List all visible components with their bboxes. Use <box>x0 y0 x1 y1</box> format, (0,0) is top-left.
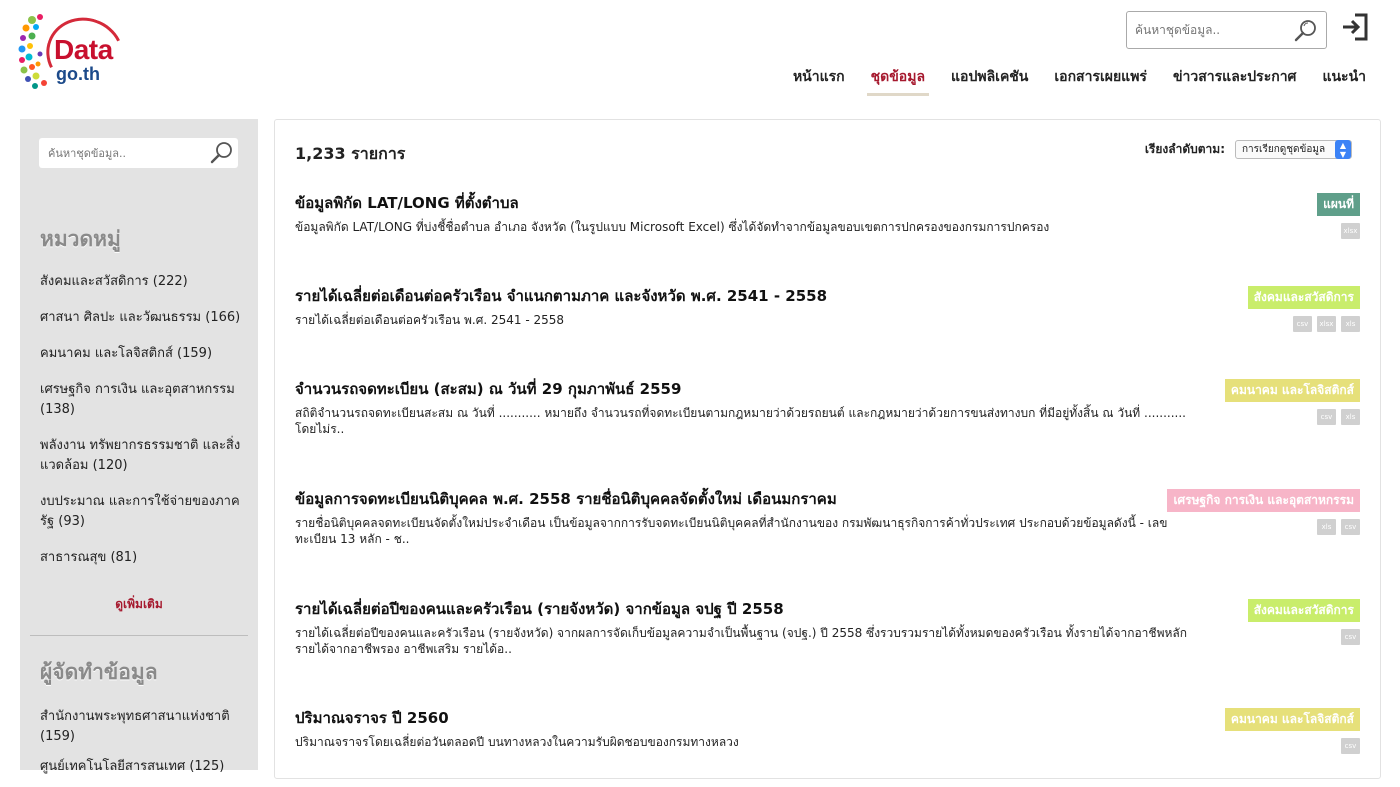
dataset-title[interactable]: จำนวนรถจดทะเบียน (สะสม) ณ วันที่ 29 กุมภาพันธ์ 2559 <box>295 380 682 398</box>
categories-heading: หมวดหมู่ <box>40 227 121 251</box>
dataset-item <box>295 379 1362 437</box>
sort-control <box>1145 140 1352 159</box>
dataset-item <box>295 286 1362 328</box>
nav-publications[interactable]: เอกสารเผยแพร่ <box>1054 69 1147 85</box>
category-tag[interactable]: เศรษฐกิจ การเงิน และอุตสาหกรรม <box>1167 489 1360 512</box>
logo-main-text: Data <box>54 34 113 65</box>
nav-news[interactable]: ข่าวสารและประกาศ <box>1172 69 1297 85</box>
dataset-description: รายชื่อนิติบุคคลจดทะเบียนจัดตั้งใหม่ประจำเดือน เป็นข้อมูลจากการรับจดทะเบียนนิติบุคคลที่สำนักงานของ กรมพัฒนาธุรกิจการค้าทั่วประเทศ ประกอบด้วยข้อมูลดังนี้ - เลขทะเบียน 13 หลัก - ช.. <box>295 516 1168 546</box>
login-icon[interactable] <box>1340 12 1370 42</box>
nav-datasets[interactable]: ชุดข้อมูล <box>867 64 929 96</box>
dataset-title[interactable]: ข้อมูลพิกัด LAT/LONG ที่ตั้งตำบล <box>295 194 519 212</box>
category-item[interactable]: พลังงาน ทรัพยากรธรรมชาติ และสิ่งแวดล้อม (120) <box>40 438 241 473</box>
category-item[interactable]: งบประมาณ และการใช้จ่ายของภาครัฐ (93) <box>40 494 240 529</box>
select-arrows-icon: ▲ ▼ <box>1335 140 1351 159</box>
nav-home[interactable]: หน้าแรก <box>792 69 845 85</box>
header-search-input[interactable] <box>1135 20 1285 40</box>
dataset-item <box>295 193 1362 235</box>
dataset-results <box>274 119 1381 779</box>
category-tag[interactable]: สังคมและสวัสดิการ <box>1248 286 1360 309</box>
result-count: 1,233 รายการ <box>295 144 406 163</box>
format-badge-xls[interactable]: xls <box>1317 519 1336 535</box>
format-badges <box>1341 738 1360 754</box>
category-list <box>40 272 245 584</box>
category-tag[interactable]: คมนาคม และโลจิสติกส์ <box>1225 379 1360 402</box>
category-item[interactable]: ศาสนา ศิลปะ และวัฒนธรรม (166) <box>40 310 241 325</box>
category-tag[interactable]: สังคมและสวัสดิการ <box>1248 599 1360 622</box>
site-header <box>0 0 1400 110</box>
format-badge-xlsx[interactable]: xlsx <box>1341 223 1360 239</box>
dataset-description: รายได้เฉลี่ยต่อเดือนต่อครัวเรือน พ.ศ. 2541 - 2558 <box>295 313 564 327</box>
nav-applications[interactable]: แอปพลิเคชัน <box>951 69 1029 85</box>
dataset-description: ข้อมูลพิกัด LAT/LONG ที่บ่งชี้ชื่อตำบล อำเภอ จังหวัด (ในรูปแบบ Microsoft Excel) ซึ่งได้จัดทำจากข้อมูลขอบเขตการปกครองของกรมการปกครอง <box>295 220 1050 234</box>
category-item[interactable]: เศรษฐกิจ การเงิน และอุตสาหกรรม (138) <box>40 382 235 417</box>
publisher-list <box>40 707 245 787</box>
format-badge-csv[interactable]: csv <box>1341 738 1360 754</box>
sort-select[interactable] <box>1235 140 1352 159</box>
dataset-description: สถิติจำนวนรถจดทะเบียนสะสม ณ วันที่ ........... หมายถึง จำนวนรถที่จดทะเบียนตามกฎหมายว่าด้วยรถยนต์ และกฎหมายว่าด้วยการขนส่งทางบก ที่มีอยู่ทั้งสิ้น ณ วันที่ ........... โดยไม่ร.. <box>295 406 1186 436</box>
dataset-item <box>295 599 1362 657</box>
publisher-item[interactable]: สำนักงานพระพุทธศาสนาแห่งชาติ (159) <box>40 709 230 744</box>
search-icon[interactable] <box>1294 19 1318 43</box>
format-badge-csv[interactable]: csv <box>1341 519 1360 535</box>
format-badge-csv[interactable]: csv <box>1293 316 1312 332</box>
filter-sidebar <box>20 119 258 774</box>
search-icon[interactable] <box>210 141 234 165</box>
sidebar-search-box[interactable] <box>39 138 238 168</box>
dataset-title[interactable]: รายได้เฉลี่ยต่อปีของคนและครัวเรือน (รายจังหวัด) จากข้อมูล จปฐ ปี 2558 <box>295 600 784 618</box>
sort-label: เรียงลำดับตาม: <box>1144 142 1225 156</box>
format-badges <box>1317 409 1360 425</box>
format-badges <box>1293 316 1360 332</box>
format-badge-xlsx[interactable]: xlsx <box>1317 316 1336 332</box>
nav-about[interactable]: แนะนำ <box>1322 69 1366 85</box>
category-tag[interactable]: แผนที่ <box>1317 193 1360 216</box>
dataset-description: รายได้เฉลี่ยต่อปีของคนและครัวเรือน (รายจังหวัด) จากผลการจัดเก็บข้อมูลความจำเป็นพื้นฐาน (จปฐ.) ปี 2558 ซึ่งรวบรวมรายได้ทั้งหมดของครัวเรือน ทั้งรายได้จากอาชีพหลัก รายได้จากอาชีพรอง อาชีพเสริม รายได้อ.. <box>295 626 1188 656</box>
category-item[interactable]: คมนาคม และโลจิสติกส์ (159) <box>40 346 213 361</box>
publishers-heading: ผู้จัดทำข้อมูล <box>40 660 158 684</box>
header-search-box[interactable] <box>1126 11 1327 49</box>
dataset-title[interactable]: ปริมาณจราจร ปี 2560 <box>295 709 449 727</box>
logo-sub-text: go.th <box>56 64 100 84</box>
publisher-item[interactable]: ศูนย์เทคโนโลยีสารสนเทศ (125) <box>40 759 225 774</box>
category-item[interactable]: สังคมและสวัสดิการ (222) <box>40 274 188 289</box>
format-badge-csv[interactable]: csv <box>1317 409 1336 425</box>
sort-select-value: การเรียกดูชุดข้อมูล <box>1242 144 1326 155</box>
dataset-title[interactable]: รายได้เฉลี่ยต่อเดือนต่อครัวเรือน จำแนกตามภาค และจังหวัด พ.ศ. 2541 - 2558 <box>295 287 828 305</box>
format-badge-csv[interactable]: csv <box>1341 629 1360 645</box>
category-item[interactable]: สาธารณสุข (81) <box>40 550 138 565</box>
format-badges <box>1341 629 1360 645</box>
format-badges <box>1341 223 1360 239</box>
dataset-item <box>295 489 1362 547</box>
main-nav <box>771 64 1370 96</box>
category-tag[interactable]: คมนาคม และโลจิสติกส์ <box>1225 708 1360 731</box>
dataset-item <box>295 708 1362 750</box>
data-go-th-logo[interactable] <box>18 10 118 92</box>
sidebar-divider <box>30 635 248 636</box>
dataset-description: ปริมาณจราจรโดยเฉลี่ยต่อวันตลอดปี บนทางหลวงในความรับผิดชอบของกรมทางหลวง <box>295 735 739 749</box>
format-badge-xls[interactable]: xls <box>1341 316 1360 332</box>
format-badge-xls[interactable]: xls <box>1341 409 1360 425</box>
see-more-link[interactable]: ดูเพิ่มเติม <box>115 597 163 611</box>
dataset-title[interactable]: ข้อมูลการจดทะเบียนนิติบุคคล พ.ศ. 2558 รายชื่อนิติบุคคลจัดตั้งใหม่ เดือนมกราคม <box>295 490 837 508</box>
format-badges <box>1317 519 1360 535</box>
sidebar-search-input[interactable] <box>48 145 198 162</box>
